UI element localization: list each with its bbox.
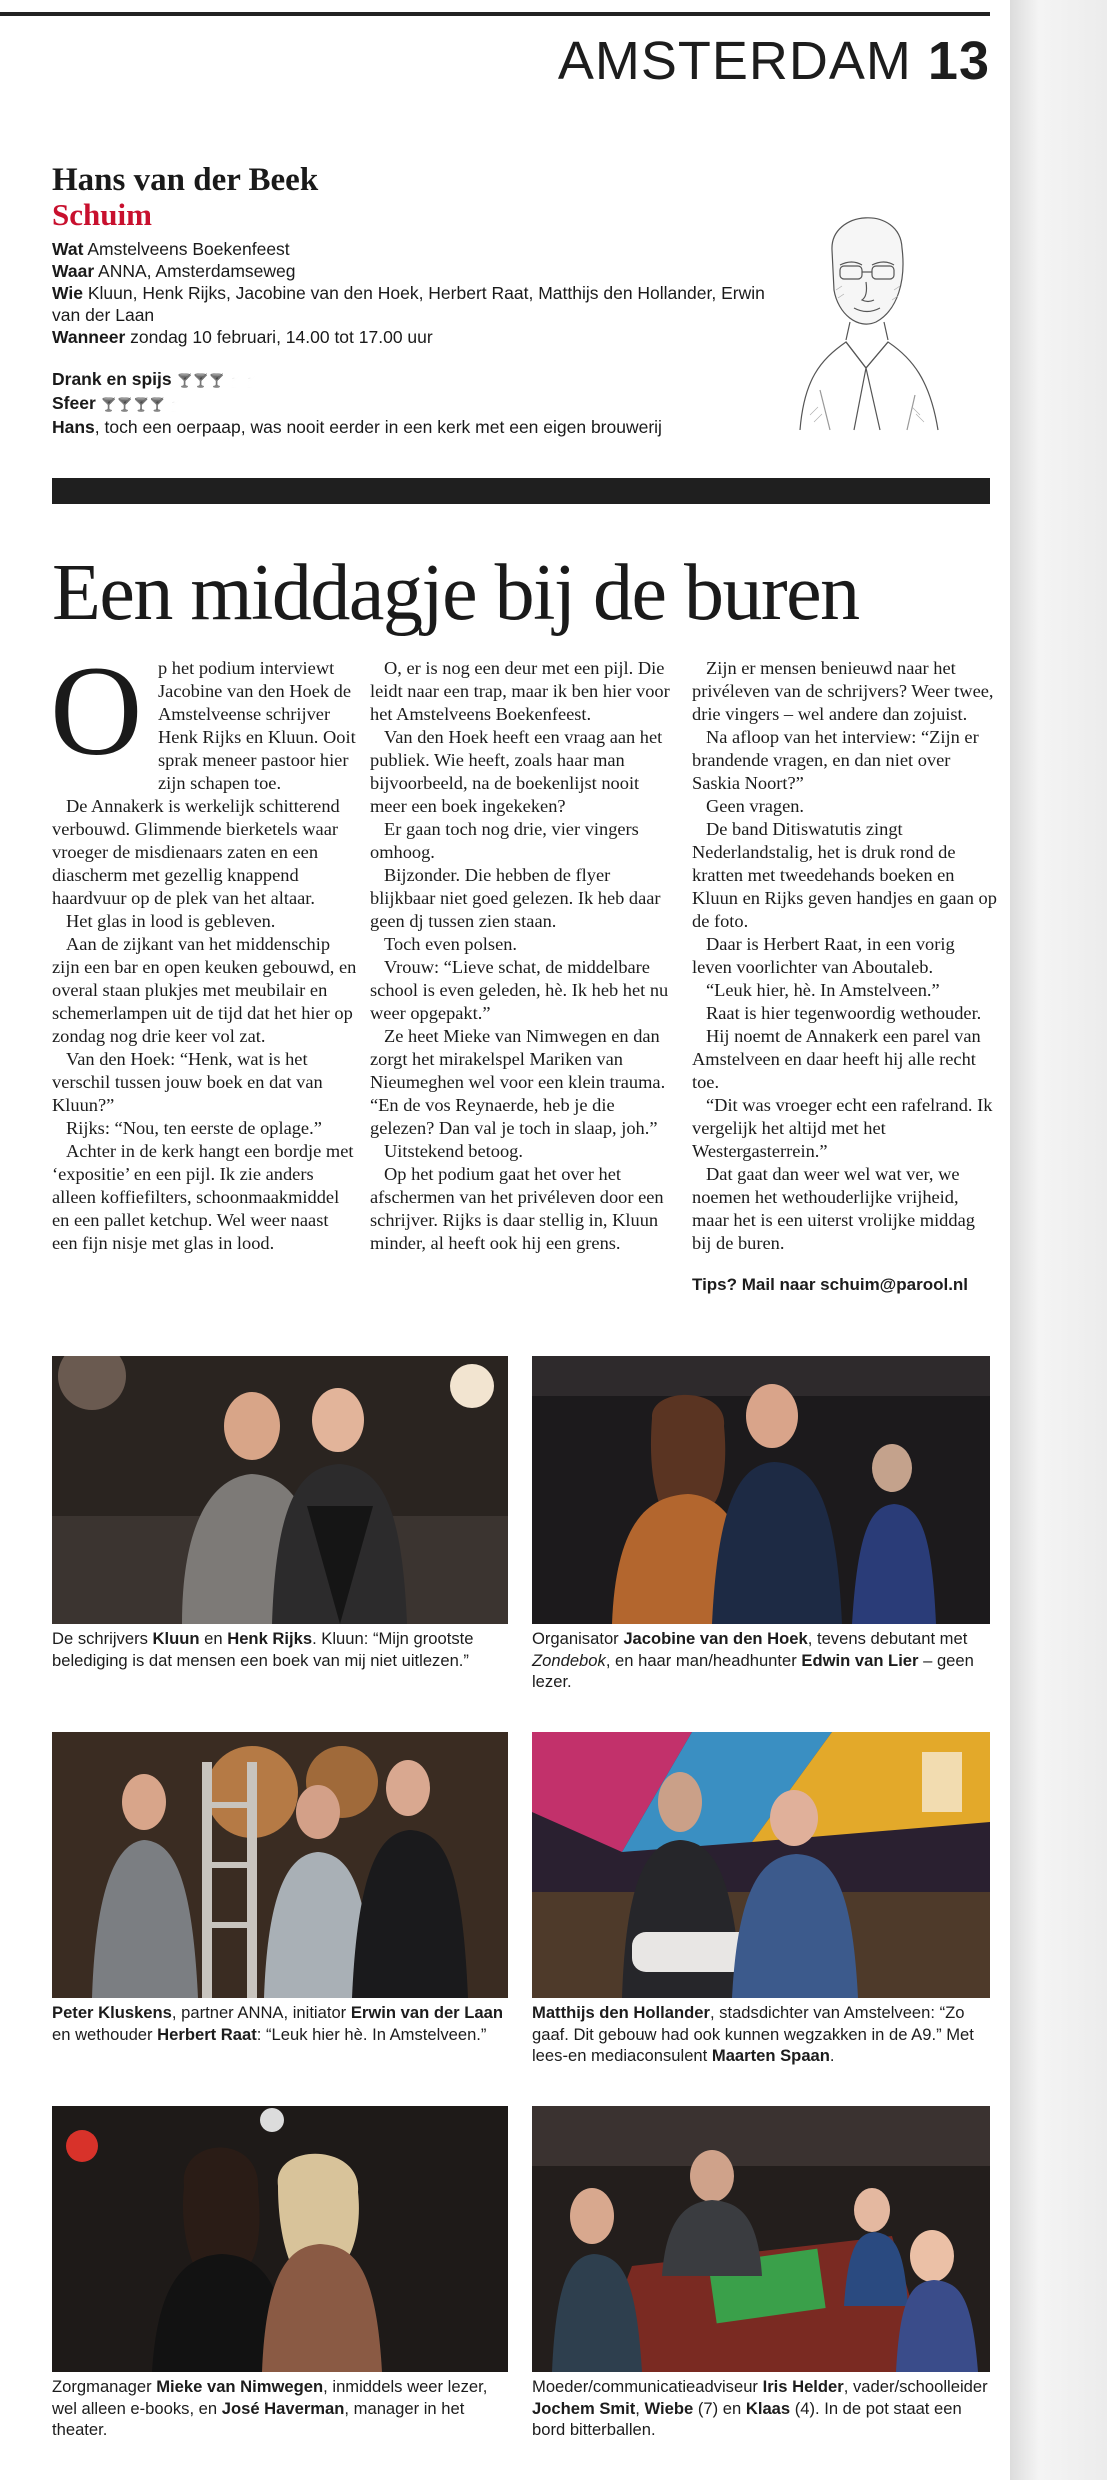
top-rule: [0, 12, 990, 16]
article-paragraph: Bijzonder. Die hebben de flyer blijkbaar niet goed gelezen. Ik heb daar geen dj tussen zien staan.: [370, 865, 661, 931]
article-paragraph: Achter in de kerk hangt een bordje met ‘expositie’ en een pijl. Ik zie anders alleen koffiefilters, schoonmaakmiddel en een pallet ketchup. Wel weer naast een fijn nisje met glas in lood.: [52, 1141, 354, 1253]
glass-filled-icon: 🍸: [208, 373, 226, 388]
caption-text: ,: [635, 2398, 645, 2418]
glass-filled-icon: 🍸: [116, 397, 134, 412]
columnist-portrait-sketch: [780, 190, 950, 440]
glass-rating-food-icon: [177, 372, 258, 389]
caption-6: [532, 2376, 990, 2441]
article-paragraph: “Dit was vroeger echt een rafelrand. Ik vergelijk het altijd met het Westergasterrein.”: [692, 1095, 993, 1161]
caption-text: . Kluun: “Mijn grootste belediging is dat mensen een boek van mij niet uitlezen.”: [52, 1629, 474, 1670]
article-paragraph: Ze heet Mieke van Nimwegen en dan zorgt het mirakelspel Mariken van Nieumeghen wel voor een klein trauma. “En de vos Reynaerde, heb je die gelezen? Dan val je toch in slaap, joh.”: [370, 1026, 666, 1138]
glass-filled-icon: 🍸: [192, 373, 209, 388]
article-paragraph: Uitstekend betoog.: [384, 1141, 523, 1161]
columnist-note: Hans, toch een oerpaap, was nooit eerder in een kerk met een eigen brouwerij: [52, 417, 662, 437]
article-paragraph: Aan de zijkant van het middenschip zijn een bar en open keuken gebouwd, en overal staan plukjes met meubilair en schemerlampen uit de tijd dat het hier op zondag nog drie keer vol zat.: [52, 934, 357, 1046]
article-paragraph: De band Ditiswatutis zingt Nederlandstalig, het is druk rond de kratten met tweedehands boeken en Kluun en Rijks geven handjes en gaan op de foto.: [692, 819, 997, 931]
article-paragraph: Op het podium gaat het over het afschermen van het privéleven door een schrijver. Rijks is daar stellig in, Kluun minder, al heeft ook hij een grens.: [370, 1164, 664, 1253]
caption-text: en: [199, 1629, 228, 1648]
paragraphs: [692, 657, 998, 1255]
column-info: [52, 162, 772, 438]
caption-2: [532, 1628, 990, 1693]
glass-empty-icon: 🍸: [241, 373, 258, 388]
article-paragraph: Hij noemt de Annakerk een parel van Amstelveen en daar heeft hij alle recht toe.: [692, 1026, 981, 1092]
rating-atmosphere: Sfeer 🍸🍸🍸🍸🍸: [52, 393, 182, 413]
article-paragraph: Daar is Herbert Raat, in een vorig leven voorlichter van Aboutaleb.: [692, 934, 955, 977]
glass-filled-icon: 🍸: [133, 397, 150, 412]
glass-empty-icon: 🍸: [225, 373, 242, 388]
caption-text: , tevens debutant met: [807, 1629, 968, 1648]
caption-text: (7) en: [693, 2398, 746, 2418]
article-column-1: [50, 640, 358, 1255]
columnist-name: Hans van der Beek: [52, 162, 319, 198]
caption-text: , inmiddels weer lezer, wel alleen e-books, en: [52, 2377, 488, 2418]
caption-name: Klaas: [745, 2398, 791, 2418]
caption-name: Mieke van Nimwegen: [156, 2377, 324, 2396]
caption-text: Zorgmanager: [52, 2377, 157, 2396]
article-paragraph: “Leuk hier, hè. In Amstelveen.”: [706, 980, 940, 1000]
article-paragraph: De Annakerk is werkelijk schitterend verbouwd. Glimmende bierketels waar vroeger de misdienaars zaten en een diascherm met gezellig knappend haardvuur op de plek van het altaar.: [52, 796, 340, 908]
photo-van-nimwegen-haverman: [52, 2106, 508, 2372]
divider-bar: [52, 478, 990, 504]
paragraphs: [370, 657, 676, 1255]
article-column-3: [692, 657, 998, 1296]
section-name: AMSTERDAM: [557, 31, 912, 91]
caption-name: Henk Rijks: [227, 1629, 313, 1648]
page-number: 13: [927, 31, 990, 91]
caption-3: [52, 2002, 508, 2045]
caption-name: Jochem Smit: [532, 2398, 636, 2418]
caption-name: Kluun: [152, 1629, 200, 1648]
caption-text: (4). In de pot staat een bord bitterballen.: [532, 2398, 962, 2439]
rating-food: Drank en spijs 🍸🍸🍸🍸🍸: [52, 369, 258, 389]
tip-line: Tips? Mail naar schuim@parool.nl: [692, 1275, 969, 1294]
caption-text: , vader/schoolleider: [843, 2377, 988, 2396]
section-header: [558, 30, 990, 92]
fact-where: Waar ANNA, Amsterdamseweg: [52, 261, 296, 281]
drop-cap: O: [50, 640, 143, 782]
article-paragraph: Rijks: “Nou, ten eerste de oplage.”: [66, 1118, 322, 1138]
fact-what: Wat Amstelveens Boekenfeest: [52, 239, 290, 259]
article-paragraph: Van den Hoek heeft een vraag aan het publiek. Wie heeft, zoals haar man bijvoorbeeld, na de boekenlijst nooit meer een boek ingekeken?: [370, 727, 663, 816]
glass-filled-icon: 🍸: [149, 397, 166, 412]
caption-text: De schrijvers: [52, 1629, 153, 1648]
fact-who: Wie Kluun, Henk Rijks, Jacobine van den Hoek, Herbert Raat, Matthijs den Hollander, Erwin van der Laan: [52, 283, 765, 325]
caption-text: – geen lezer.: [532, 1650, 974, 1691]
caption-4: [532, 2002, 990, 2067]
glass-filled-icon: 🍸: [176, 373, 193, 388]
article-paragraph: Er gaan toch nog drie, vier vingers omhoog.: [370, 819, 639, 862]
photo-kluun-rijks: [52, 1356, 508, 1624]
headline: Een middagje bij de buren: [52, 549, 859, 637]
photo-den-hollander-spaan: [532, 1732, 990, 1998]
caption-name: Herbert Raat: [157, 2024, 257, 2044]
glass-rating-atmosphere-icon: [101, 396, 182, 413]
caption-text: , manager in het theater.: [52, 2398, 465, 2439]
caption-text: .: [829, 2046, 835, 2065]
photo-helder-smit-family: [532, 2106, 990, 2372]
article-paragraph: Zijn er mensen benieuwd naar het privéleven van de schrijvers? Weer twee, drie vingers – wel andere dan zojuist.: [692, 658, 994, 724]
caption-name: Jacobine van den Hoek: [623, 1629, 808, 1648]
article-paragraph: Na afloop van het interview: “Zijn er brandende vragen, en dan niet over Saskia Noort?”: [692, 727, 979, 793]
caption-text: : “Leuk hier hè. In Amstelveen.”: [256, 2024, 487, 2044]
article-column-2: [370, 657, 676, 1255]
photo-van-den-hoek-van-lier: [532, 1356, 990, 1624]
article-paragraph: Van den Hoek: “Henk, wat is het verschil tussen jouw boek en dat van Kluun?”: [52, 1049, 323, 1115]
article-paragraph: Dat gaat dan weer wel wat ver, we noemen het wethouderlijke vrijheid, maar het is een uiterst vrolijke middag bij de buren.: [692, 1164, 975, 1253]
caption-name: Iris Helder: [762, 2377, 844, 2396]
caption-name: José Haverman: [221, 2398, 345, 2418]
article-paragraph: Het glas in lood is gebleven.: [66, 911, 276, 931]
article-paragraph: Geen vragen.: [706, 796, 805, 816]
caption-text: , en haar man/headhunter: [605, 1650, 802, 1670]
caption-text: Zondebok: [532, 1650, 606, 1670]
fact-when: Wanneer zondag 10 februari, 14.00 tot 17.00 uur: [52, 327, 433, 347]
ratings-box: [52, 368, 772, 438]
page-edge: [1010, 0, 1107, 2480]
caption-5: [52, 2376, 508, 2441]
column-title: Schuim: [52, 197, 152, 232]
caption-name: Erwin van der Laan: [350, 2003, 503, 2022]
caption-text: Organisator: [532, 1629, 624, 1648]
caption-name: Wiebe: [644, 2398, 694, 2418]
article-paragraph: Raat is hier tegenwoordig wethouder.: [706, 1003, 982, 1023]
article-paragraph: Vrouw: “Lieve schat, de middelbare school is even geleden, hè. Ik heb het nu weer opgepakt.”: [370, 957, 669, 1023]
caption-1: [52, 1628, 508, 1671]
caption-name: Matthijs den Hollander: [532, 2003, 710, 2022]
facts-box: [52, 238, 772, 348]
article-paragraph: O, er is nog een deur met een pijl. Die leidt naar een trap, maar ik ben hier voor het Amstelveens Boekenfeest.: [370, 658, 670, 724]
caption-text: en wethouder: [52, 2024, 158, 2044]
caption-name: Maarten Spaan: [711, 2046, 830, 2065]
caption-text: Moeder/communicatieadviseur: [532, 2377, 763, 2396]
photo-kluskens-van-der-laan-raat: [52, 1732, 508, 1998]
caption-text: , partner ANNA, initiator: [171, 2003, 351, 2022]
caption-text: , stadsdichter van Amstelveen: “Zo gaaf. Dit gebouw had ook kunnen wegzakken in de A9.” Met lees-en mediaconsulent: [532, 2003, 974, 2065]
glass-empty-icon: 🍸: [165, 397, 182, 412]
article-paragraph: Toch even polsen.: [384, 934, 518, 954]
article-paragraph: p het podium interviewt Jacobine van den Hoek de Amstelveense schrijver Henk Rijks en Kluun. Ooit sprak meneer pastoor hier zijn schapen toe.: [158, 658, 356, 793]
caption-name: Edwin van Lier: [801, 1650, 919, 1670]
caption-name: Peter Kluskens: [52, 2003, 172, 2022]
glass-filled-icon: 🍸: [100, 397, 117, 412]
